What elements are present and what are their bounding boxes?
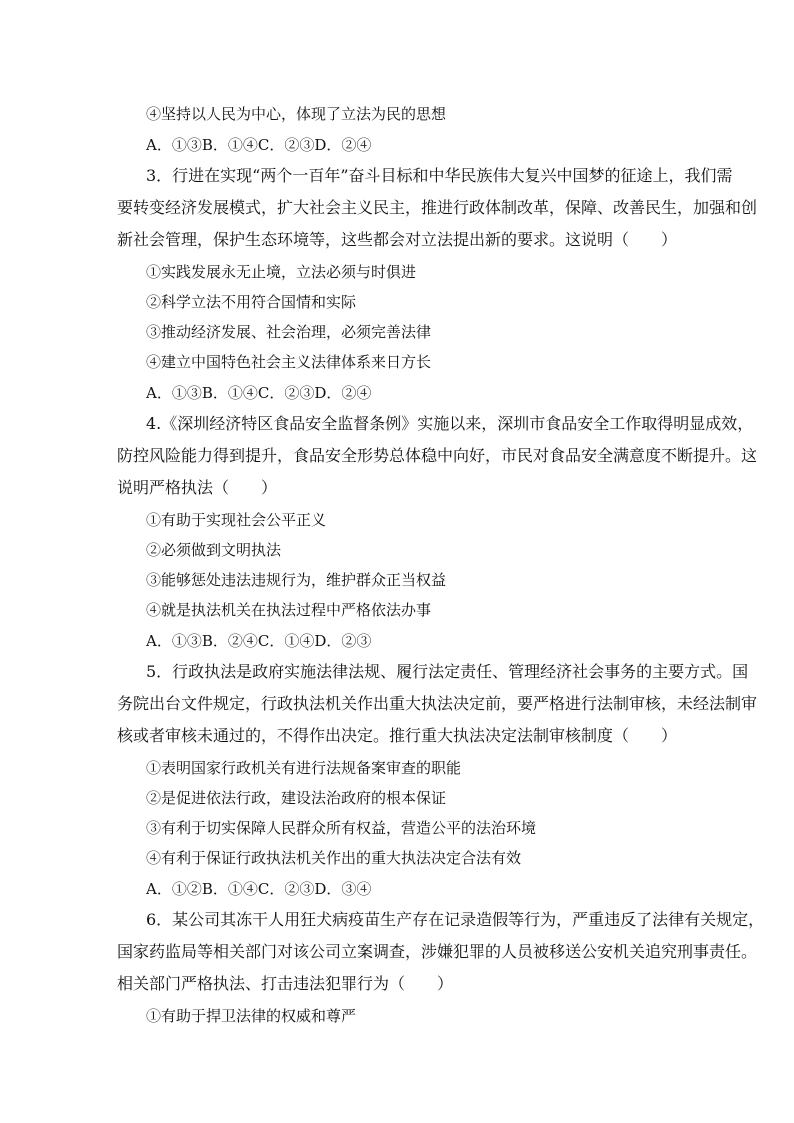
question-5-stem-cont: 核或者审核未通过的，不得作出决定。推行重大执法决定法制审核制度（ ） bbox=[117, 726, 678, 745]
question-3-stem-cont: 要转变经济发展模式，扩大社会主义民主，推进行政体制改革，保障、改善民生，加强和创 bbox=[117, 198, 758, 217]
question-6-stem-cont: 国家药监局等相关部门对该公司立案调查，涉嫌犯罪的人员被移送公安机关追究刑事责任。 bbox=[117, 942, 758, 961]
option-line: ③能够惩处违法违规行为，维护群众正当权益 bbox=[146, 571, 447, 589]
option-line: ①表明国家行政机关有进行法规备案审查的职能 bbox=[146, 759, 462, 777]
option-line: ②科学立法不用符合国情和实际 bbox=[146, 293, 357, 311]
answer-choices: A．①③B．①④C．②③D．②④ bbox=[146, 136, 372, 154]
option-line: ①有助于捍卫法律的权威和尊严 bbox=[146, 1007, 357, 1025]
question-5-stem-cont: 务院出台文件规定，行政执法机关作出重大执法决定前，要严格进行法制审核，未经法制审 bbox=[117, 694, 758, 713]
option-line: ③推动经济发展、社会治理，必须完善法律 bbox=[146, 323, 432, 341]
question-6-stem-cont: 相关部门严格执法、打击违法犯罪行为（ ） bbox=[117, 974, 454, 993]
answer-choices: A．①③B．②④C．①④D．②③ bbox=[146, 632, 372, 650]
question-4-stem-cont: 说明严格执法（ ） bbox=[117, 478, 278, 497]
question-4-stem: 4.《深圳经济特区食品安全监督条例》实施以来，深圳市食品安全工作取得明显成效， bbox=[146, 414, 754, 433]
option-line: ②必须做到文明执法 bbox=[146, 541, 282, 559]
option-line: ④就是执法机关在执法过程中严格依法办事 bbox=[146, 601, 432, 619]
answer-choices: A．①③B．①④C．②③D．②④ bbox=[146, 384, 372, 402]
option-line: ①有助于实现社会公平正义 bbox=[146, 511, 327, 529]
question-5-stem: 5．行政执法是政府实施法律法规、履行法定责任、管理经济社会事务的主要方式。国 bbox=[146, 662, 749, 681]
answer-choices: A．①②B．①④C．②③D．③④ bbox=[146, 880, 372, 898]
option-line: ②是促进依法行政，建设法治政府的根本保证 bbox=[146, 789, 447, 807]
option-line: ①实践发展永无止境，立法必须与时俱进 bbox=[146, 263, 417, 281]
question-6-stem: 6．某公司其冻干人用狂犬病疫苗生产存在记录造假等行为，严重违反了法律有关规定， bbox=[146, 910, 765, 929]
question-3-stem-cont: 新社会管理，保护生态环境等，这些都会对立法提出新的要求。这说明（ ） bbox=[117, 230, 678, 249]
option-line: ④有利于保证行政执法机关作出的重大执法决定合法有效 bbox=[146, 849, 522, 867]
question-3-stem: 3．行进在实现“两个一百年”奋斗目标和中华民族伟大复兴中国梦的征途上，我们需 bbox=[146, 166, 733, 185]
option-line: ④建立中国特色社会主义法律体系来日方长 bbox=[146, 353, 432, 371]
option-line: ④坚持以人民为中心，体现了立法为民的思想 bbox=[146, 105, 447, 123]
question-4-stem-cont: 防控风险能力得到提升，食品安全形势总体稳中向好，市民对食品安全满意度不断提升。这 bbox=[117, 446, 758, 465]
option-line: ③有利于切实保障人民群众所有权益，营造公平的法治环境 bbox=[146, 819, 537, 837]
